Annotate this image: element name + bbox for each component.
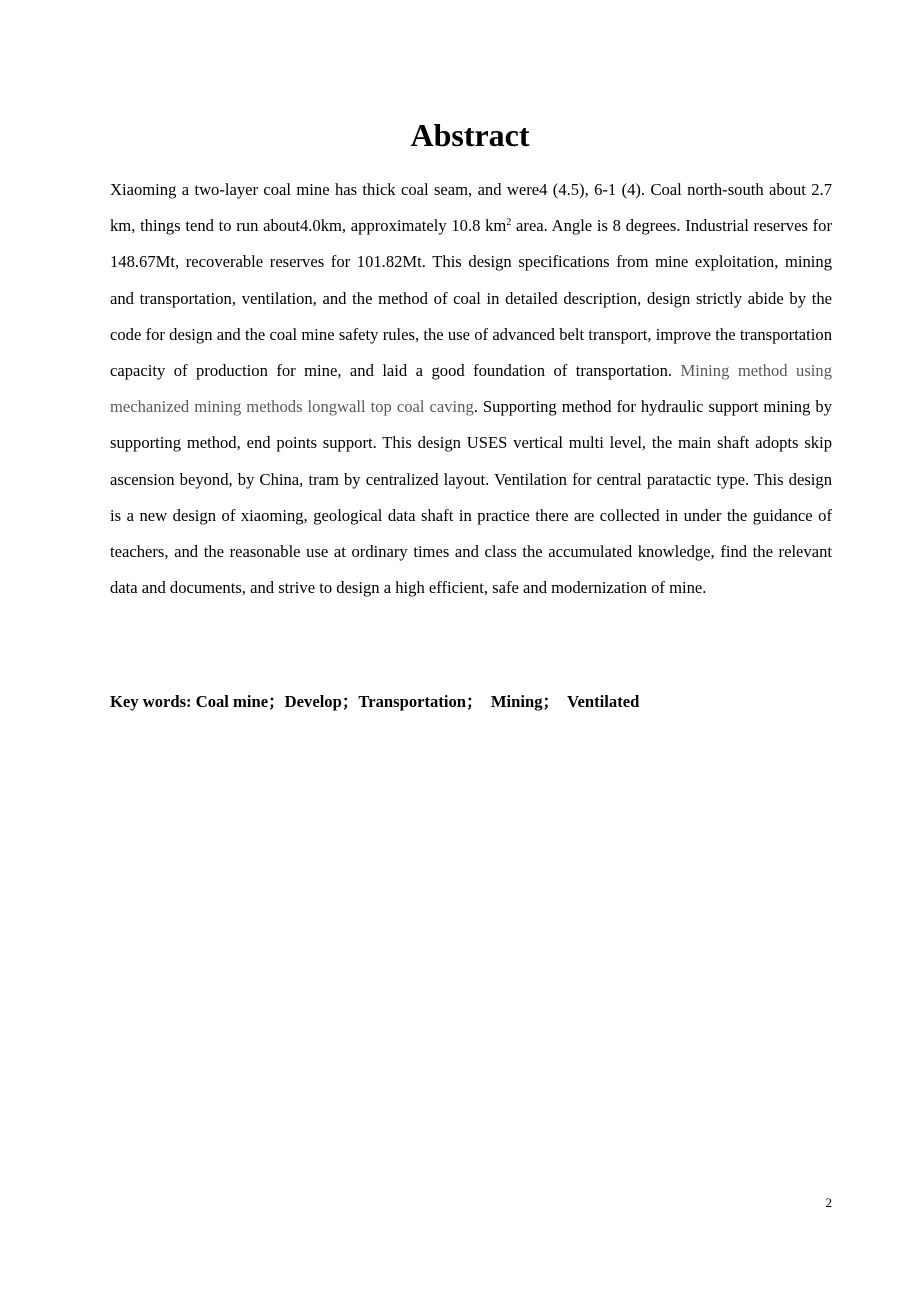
abstract-text-part-3: . Supporting method for hydraulic support mining by supporting method, end points support. This design USES vertical multi level, the main shaft adopts skip ascension beyond, by China, tram by centralized layout. Ventilation for central paratactic type. This design is a new design of xiaoming, geological data shaft in practice there are collected in under the guidance of teachers, and the reasonable use at ordinary times and class the accumulated knowledge, find the relevant data and documents, and strive to design a high efficient, safe and modernization of mine. xyxy=(110,397,832,598)
abstract-text-part-2: area. Angle is 8 degrees. Industrial reserves for 148.67Mt, recoverable reserves for 101.82Mt. This design specifications from mine exploitation, mining and transportation, ventilation, and the method of coal in detailed description, design strictly abide by the code for design and the coal mine safety rules, the use of advanced belt transport, improve the transportation capacity of production for mine, and laid a good foundation of transportation. xyxy=(110,216,832,381)
abstract-title: Abstract xyxy=(410,117,530,153)
abstract-text-part-1: Xiaoming a two-layer coal mine has thick coal seam, and were4 (4.5), 6-1 (4). Coal north-south about 2.7 km, things tend to run about4.0km, approximately 10.8 km xyxy=(110,180,832,236)
page-number: 2 xyxy=(825,1195,832,1210)
mining-method-highlight: Mining method using mechanized mining methods longwall top coal caving xyxy=(110,361,832,417)
abstract-paragraph xyxy=(110,172,832,606)
area-unit-superscript: 2 xyxy=(506,217,512,229)
keywords-line: Key words: Coal mine；Develop；Transportation； Mining； Ventilated xyxy=(110,692,640,711)
